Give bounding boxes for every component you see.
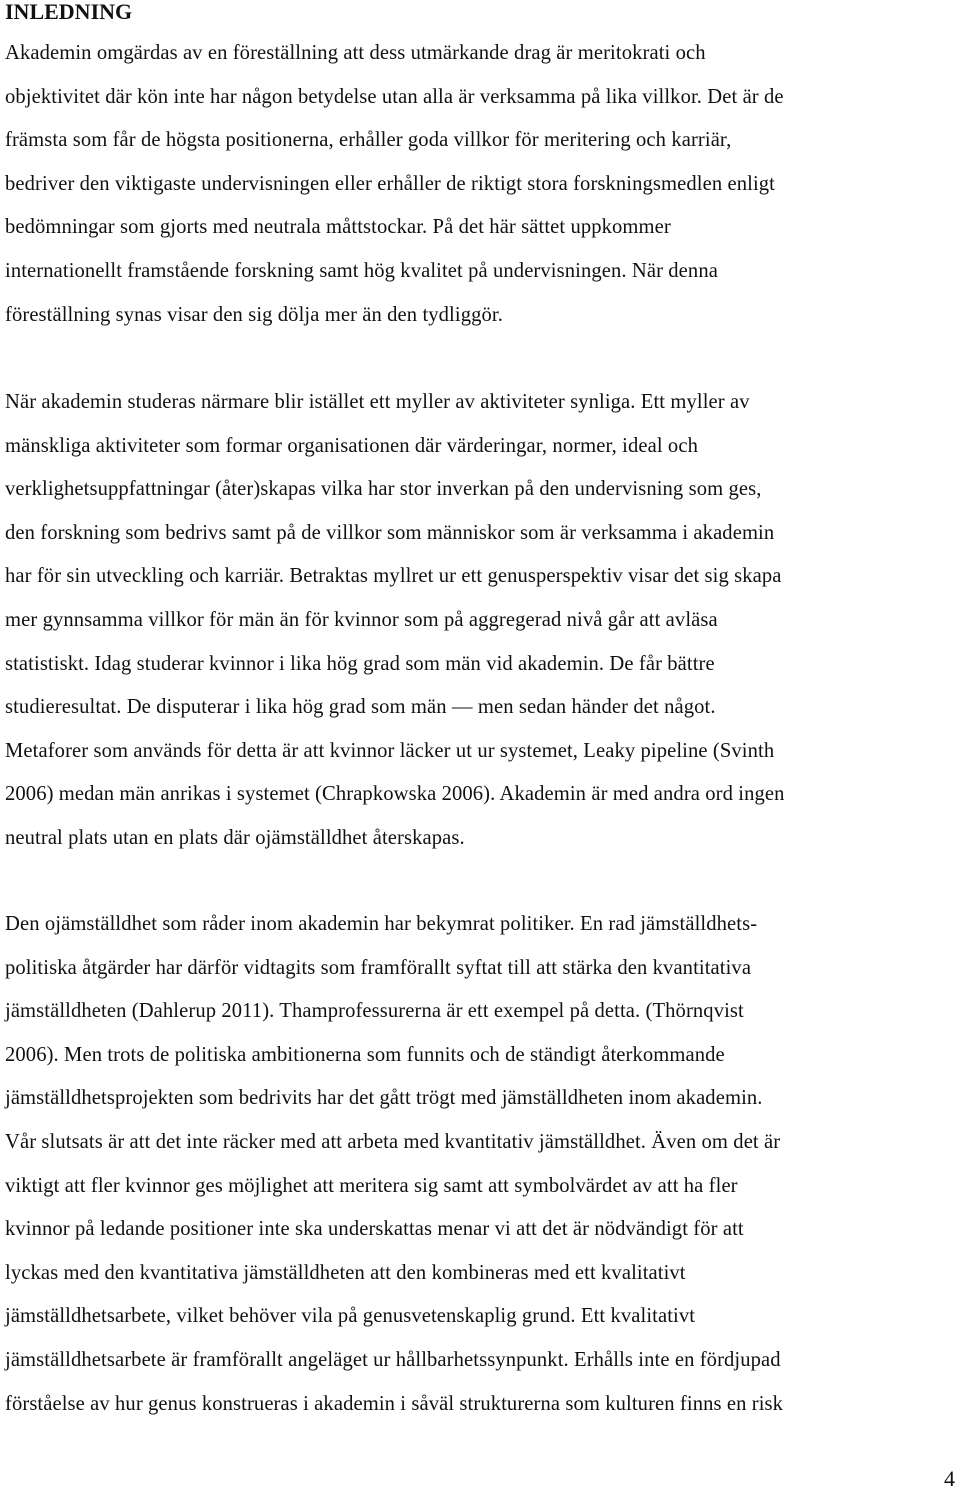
paragraph-3 <box>5 903 953 1426</box>
text-line: föreställning synas visar den sig dölja mer än den tydliggör. <box>5 303 503 326</box>
text-line: har för sin utveckling och karriär. Betraktas myllret ur ett genusperspektiv visar det sig skapa <box>5 565 782 588</box>
text-line: främsta som får de högsta positionerna, erhåller goda villkor för meritering och karriär, <box>5 129 732 152</box>
text-line: bedömningar som gjorts med neutrala måttstockar. På det här sättet uppkommer <box>5 216 671 239</box>
text-line: objektivitet där kön inte har någon betydelse utan alla är verksamma på lika villkor. Det är de <box>5 85 784 108</box>
section-heading: INLEDNING <box>5 0 133 24</box>
text-line: mer gynnsamma villkor för män än för kvinnor som på aggregerad nivå går att avläsa <box>5 608 718 631</box>
text-line: kvinnor på ledande positioner inte ska underskattas menar vi att det är nödvändigt för att <box>5 1218 744 1241</box>
text-line: 2006). Men trots de politiska ambitionerna som funnits och de ständigt återkommande <box>5 1043 725 1066</box>
text-line: jämställdhetsarbete, vilket behöver vila på genusvetenskaplig grund. Ett kvalitativt <box>5 1305 696 1328</box>
text-line: 2006) medan män anrikas i systemet (Chrapkowska 2006). Akademin är med andra ord ingen <box>5 783 785 806</box>
paragraph-1 <box>5 32 953 337</box>
text-line: När akademin studeras närmare blir istället ett myller av aktiviteter synliga. Ett myller av <box>5 391 750 413</box>
text-line: internationellt framstående forskning samt hög kvalitet på undervisningen. När denna <box>5 259 718 282</box>
text-line: Metaforer som används för detta är att kvinnor läcker ut ur systemet, Leaky pipeline (Svinth <box>5 739 775 762</box>
text-line: jämställdhetsprojekten som bedrivits har det gått trögt med jämställdheten inom akademin. <box>5 1087 763 1110</box>
text-line: Den ojämställdhet som råder inom akademin har bekymrat politiker. En rad jämställdhets- <box>5 913 758 935</box>
text-line: statistiskt. Idag studerar kvinnor i lika hög grad som män vid akademin. De får bättre <box>5 652 715 675</box>
text-line: jämställdheten (Dahlerup 2011). Thamprofessurerna är ett exempel på detta. (Thörnqvist <box>5 1000 744 1023</box>
text-line: politiska åtgärder har därför vidtagits som framförallt syftat till att stärka den kvantitativa <box>5 956 752 979</box>
text-line: mänskliga aktiviteter som formar organisationen där värderingar, normer, ideal och <box>5 434 698 457</box>
paragraph-2 <box>5 381 953 861</box>
page-number: 4 <box>944 1466 955 1491</box>
text-line: studieresultat. De disputerar i lika hög grad som män — men sedan händer det något. <box>5 696 716 719</box>
text-line: Akademin omgärdas av en föreställning att dess utmärkande drag är meritokrati och <box>5 42 706 64</box>
text-line: lyckas med den kvantitativa jämställdheten att den kombineras med ett kvalitativt <box>5 1261 686 1284</box>
text-line: neutral plats utan en plats där ojämställdhet återskapas. <box>5 826 465 849</box>
text-line: viktigt att fler kvinnor ges möjlighet att meritera sig samt att symbolvärdet av att ha fler <box>5 1174 738 1197</box>
text-line: den forskning som bedrivs samt på de villkor som människor som är verksamma i akademin <box>5 521 775 544</box>
text-line: förståelse av hur genus konstrueras i akademin i såväl strukturerna som kulturen finns en risk <box>5 1392 784 1415</box>
text-line: verklighetsuppfattningar (åter)skapas vilka har stor inverkan på den undervisning som ges, <box>5 478 762 501</box>
text-line: jämställdhetsarbete är framförallt angeläget ur hållbarhetssynpunkt. Erhålls inte en fördjupad <box>5 1348 781 1371</box>
text-line: bedriver den viktigaste undervisningen eller erhåller de riktigt stora forskningsmedlen enligt <box>5 172 776 195</box>
text-line: Vår slutsats är att det inte räcker med att arbeta med kvantitativ jämställdhet. Även om det är <box>5 1130 781 1153</box>
